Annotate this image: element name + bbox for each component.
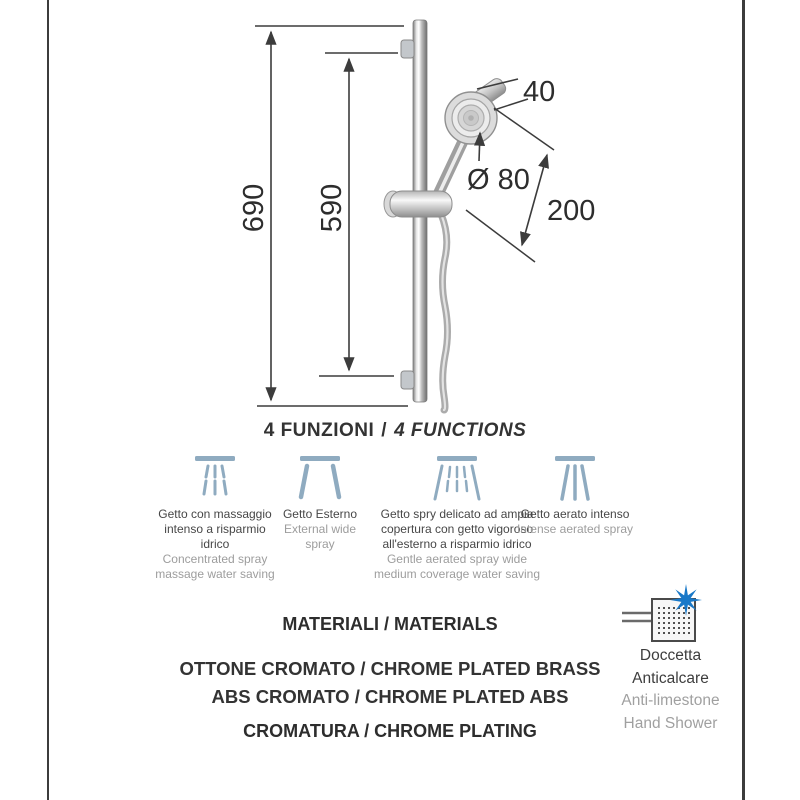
function-label-it: Getto Esterno xyxy=(282,507,358,521)
materials-finish-line: CROMATURA / CHROME PLATING xyxy=(243,721,537,741)
functions-heading-separator: / xyxy=(381,420,388,441)
feature-caption xyxy=(598,645,743,735)
wall-bracket-bottom xyxy=(401,371,414,389)
functions-heading xyxy=(235,420,555,442)
dim-label-690: 690 xyxy=(238,183,270,233)
functions-heading-en: 4 FUNCTIONS xyxy=(394,420,527,441)
feature-label-it-line2: Anticalcare xyxy=(632,669,709,687)
dim-label-200: 200 xyxy=(547,195,596,227)
rail-slider-holder xyxy=(384,191,452,217)
feature-label-en-line1: Anti-limestone xyxy=(621,692,720,709)
function-item-massage xyxy=(148,453,282,581)
function-label-en: Concentrated spray massage water saving xyxy=(155,551,275,581)
wall-bracket-top xyxy=(401,40,414,58)
anti-limestone-handshower-icon xyxy=(618,582,710,646)
function-label-it: Getto con massaggio intenso a risparmio idrico xyxy=(158,507,272,551)
functions-heading-it: 4 FUNZIONI xyxy=(263,420,375,441)
shower-rail-technical-drawing xyxy=(230,0,650,420)
materials-line-brass: OTTONE CROMATO / CHROME PLATED BRASS xyxy=(179,658,601,679)
feature-label-en-line2: Hand Shower xyxy=(623,714,718,732)
function-label-en: Gentle aerated spray wide medium coverage water saving xyxy=(373,551,541,581)
spray-massage-icon xyxy=(187,453,243,505)
shower-head-face xyxy=(445,92,497,144)
shower-hose xyxy=(441,214,448,410)
materials-heading: MATERIALI / MATERIALS xyxy=(282,614,498,634)
function-item-external-wide xyxy=(272,453,368,552)
materials-line-abs: ABS CROMATO / CHROME PLATED ABS xyxy=(211,686,569,707)
dimension-diameter-arrow xyxy=(479,133,480,161)
spray-external-wide-icon xyxy=(292,453,348,505)
function-label-it: Getto aerato intenso xyxy=(520,507,630,521)
function-item-aerated xyxy=(512,453,638,537)
function-label-en: Intense aerated spray xyxy=(516,521,634,536)
dim-label-40: 40 xyxy=(523,76,556,108)
left-border-line xyxy=(47,0,49,800)
function-label-en: External wide spray xyxy=(283,521,357,551)
spray-aerated-icon xyxy=(547,453,603,505)
feature-label-it-line1: Doccetta xyxy=(639,647,702,664)
spray-wide-coverage-icon xyxy=(429,453,485,505)
dim-label-590: 590 xyxy=(316,183,348,233)
function-label-it: Getto spry delicato ad ampia copertura con getto vigoroso all'esterno a risparmio idrico xyxy=(380,507,534,551)
dim-label-diameter: Ø 80 xyxy=(467,164,530,196)
